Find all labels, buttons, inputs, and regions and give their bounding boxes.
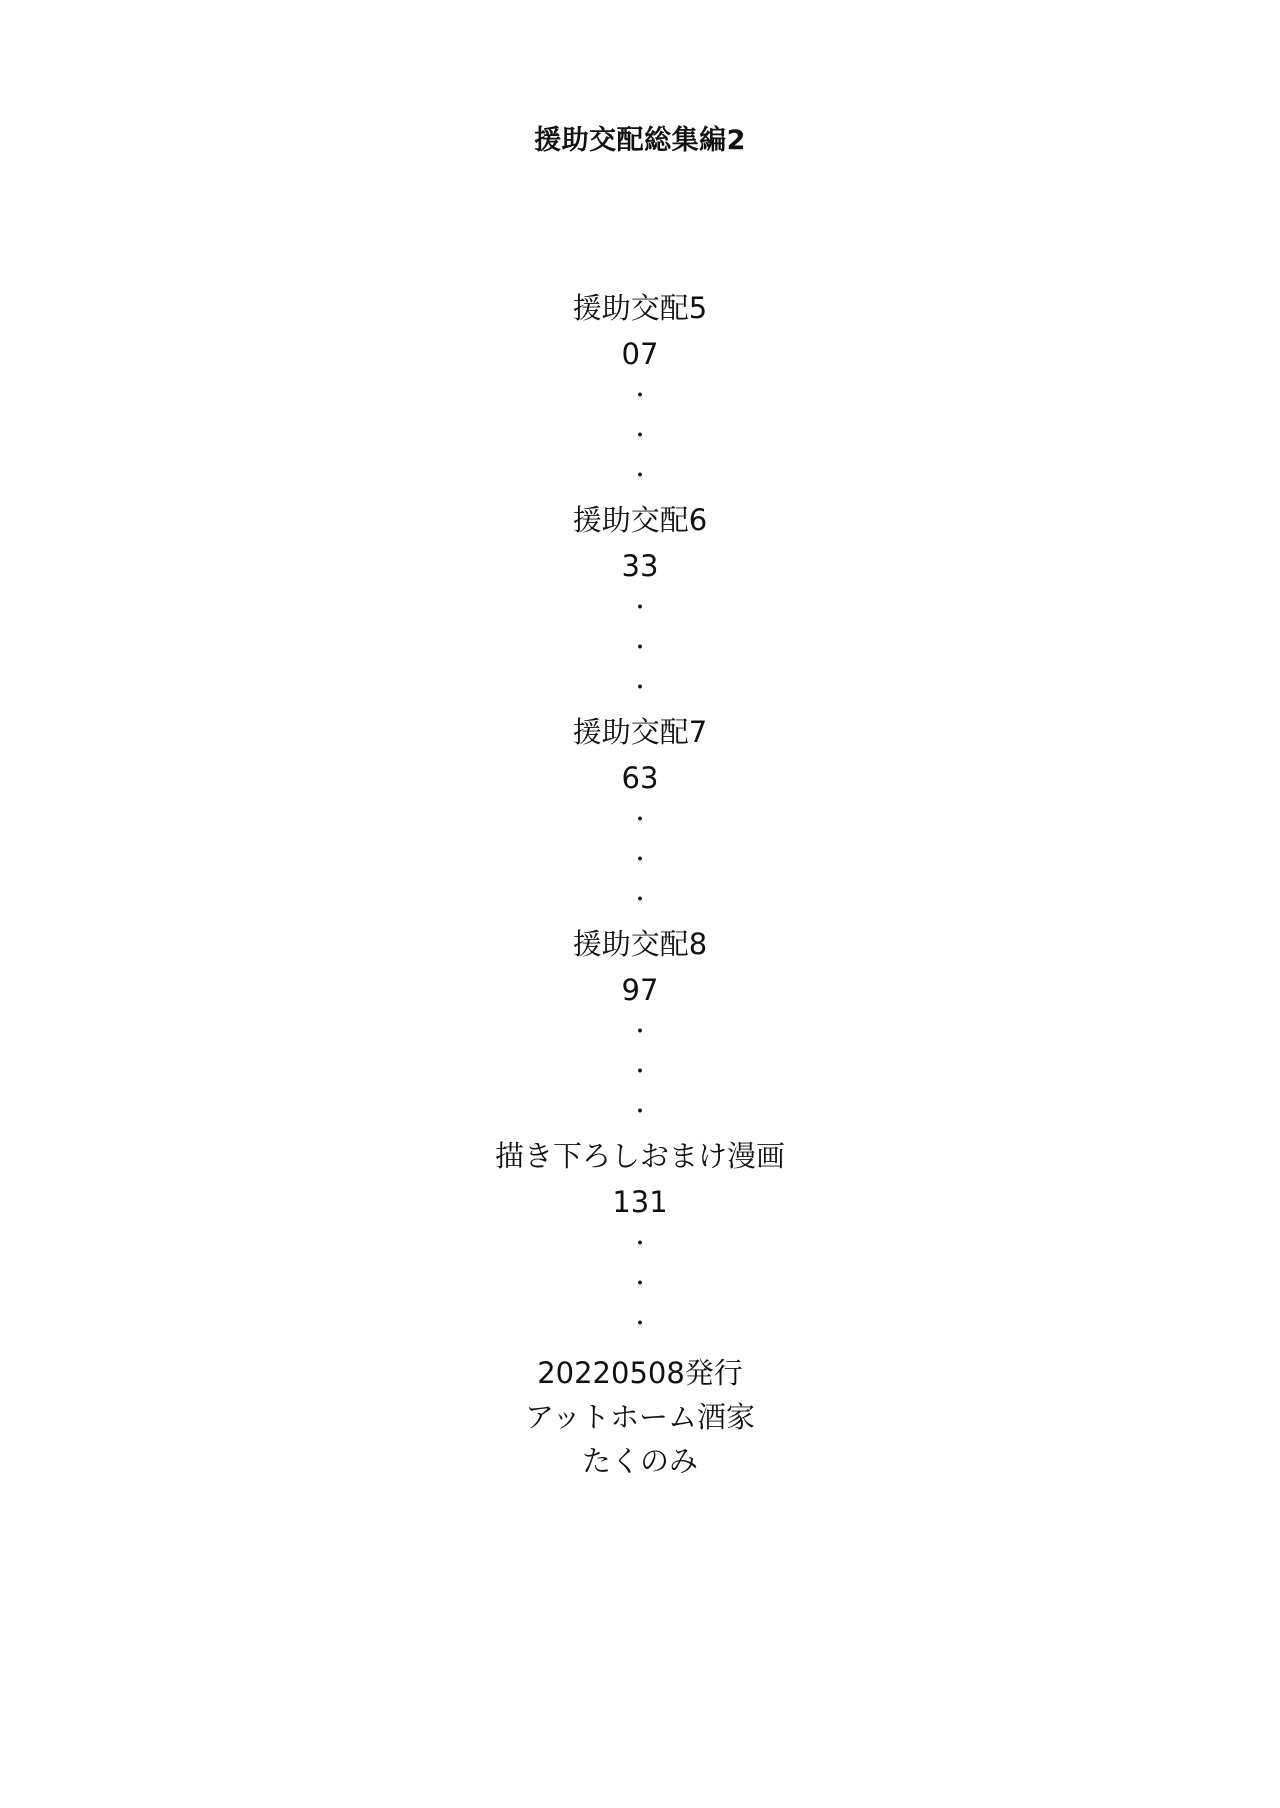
toc-entry [0,497,1280,709]
colophon [525,1351,755,1483]
colophon-circle-name: アットホーム酒家 [525,1400,755,1434]
toc-entry-label: 援助交配5 [572,291,708,325]
toc-entry-page: 07 [621,337,659,371]
toc-dot: ・ [628,384,651,409]
toc-entry-page: 63 [621,761,659,795]
toc-entry-page: 33 [621,549,659,583]
colophon-author-name: たくのみ [581,1444,698,1478]
toc-dot: ・ [628,1020,651,1045]
table-of-contents [0,285,1280,1345]
colophon-publish-date: 20220508発行 [537,1356,743,1390]
toc-entry-label: 描き下ろしおまけ漫画 [494,1139,785,1173]
toc-entry-label: 援助交配6 [572,503,708,537]
toc-dot: ・ [628,636,651,661]
toc-entry-label: 援助交配7 [572,715,708,749]
toc-entry [0,709,1280,921]
toc-entry [0,1133,1280,1345]
toc-dot-separator [629,1013,651,1133]
toc-dot: ・ [628,1312,651,1337]
toc-dot: ・ [628,808,651,833]
page-title: 援助交配総集編2 [534,125,746,156]
toc-entry-page: 97 [621,973,659,1007]
toc-dot: ・ [628,1232,651,1257]
toc-entry [0,921,1280,1133]
toc-dot: ・ [628,424,651,449]
toc-dot: ・ [628,1100,651,1125]
toc-dot-separator [629,801,651,921]
toc-dot: ・ [628,1060,651,1085]
toc-dot: ・ [628,848,651,873]
toc-entry-page: 131 [612,1185,668,1219]
toc-dot: ・ [628,596,651,621]
toc-dot: ・ [628,888,651,913]
toc-dot-separator [629,1225,651,1345]
toc-entry-label: 援助交配8 [572,927,708,961]
toc-dot: ・ [628,464,651,489]
toc-dot: ・ [628,676,651,701]
toc-dot: ・ [628,1272,651,1297]
toc-dot-separator [629,589,651,709]
toc-entry [0,285,1280,497]
toc-dot-separator [629,377,651,497]
